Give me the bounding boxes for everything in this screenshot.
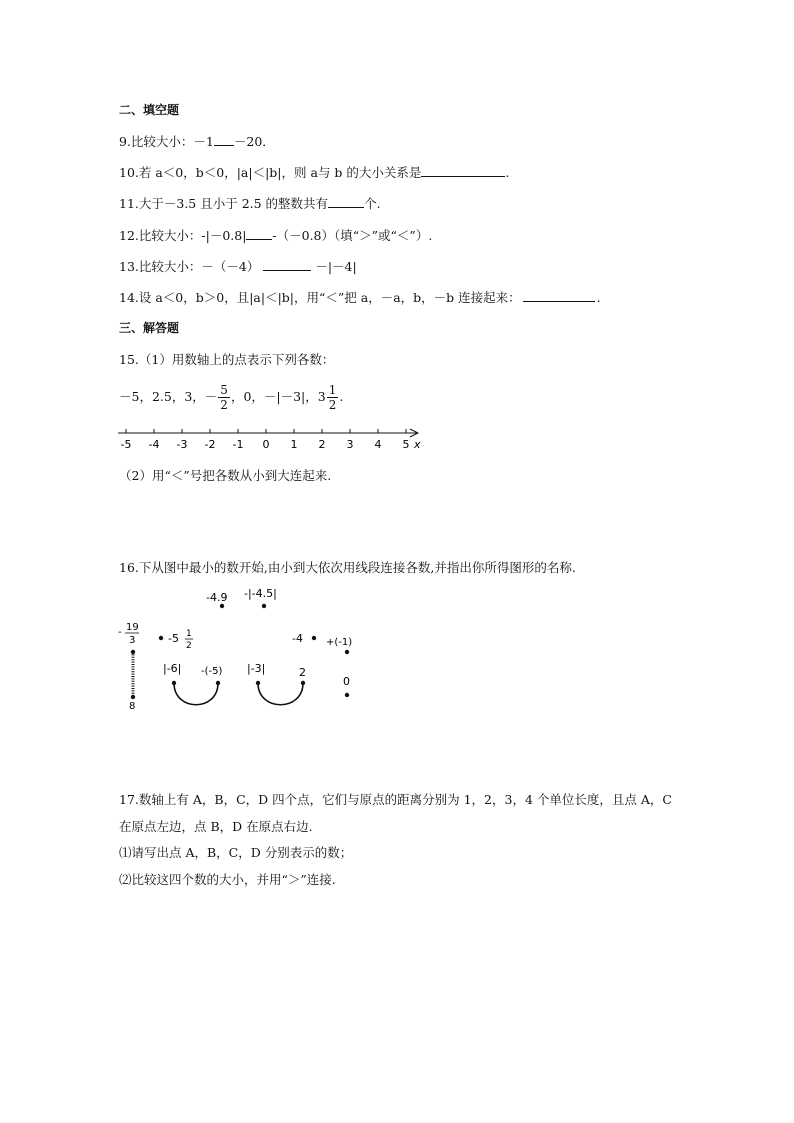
q11-text-before: 11.大于－3.5 且小于 2.5 的整数共有: [119, 196, 329, 211]
label-8: 8: [129, 701, 136, 712]
q15-numbers-c: .: [339, 389, 344, 404]
q15-part2: （2）用“＜”号把各数从小到大连起来.: [119, 468, 332, 483]
q10-text-after: .: [505, 165, 510, 180]
label-neg-4: -4: [292, 632, 303, 645]
q11-text-after: 个.: [364, 196, 381, 211]
q10-text-before: 10.若 a＜0，b＜0，|a|＜|b|，则 a与 b 的大小关系是: [119, 165, 422, 180]
q16-text: 16.下从图中最小的数开始,由小到大依次用线段连接各数,并指出你所得图形的名称.: [119, 560, 576, 575]
number-line-tick-label: -4: [148, 438, 160, 451]
point-neg-abs-4-5: [262, 604, 266, 608]
label-mixed-numerator: 1: [186, 629, 192, 639]
label-frac-3-denominator: 3: [129, 635, 136, 646]
q17-line4: ⑵比较这四个数的大小，并用“＞”连接.: [119, 872, 336, 887]
number-line-tick-label: 4: [374, 438, 382, 451]
number-line-tick-label: -1: [232, 438, 244, 451]
label-plus-neg-1: +(-1): [326, 637, 353, 648]
number-line-tick-label: 5: [402, 438, 410, 451]
q17-line3: ⑴请写出点 A，B，C，D 分别表示的数；: [119, 845, 353, 860]
point-neg-4: [312, 636, 316, 640]
fraction-denominator: 2: [328, 398, 337, 412]
number-line-tick-label: 0: [262, 438, 270, 451]
arc-connector-right: [258, 683, 303, 705]
q13-text-before: 13.比较大小：－（－4）: [119, 259, 260, 274]
number-line-tick-label: 1: [290, 438, 298, 451]
q12-text-after: -（－0.8）（填“＞”或“＜”）.: [272, 228, 433, 243]
q15-part1: 15.（1）用数轴上的点表示下列各数：: [119, 352, 335, 367]
label-frac-sign: -: [118, 627, 122, 638]
label-neg-5: -5: [168, 632, 179, 645]
point-0: [345, 693, 349, 697]
q13-text-after: －|－4|: [315, 259, 357, 274]
q17-line1: 17.数轴上有 A，B，C，D 四个点，它们与原点的距离分别为 1，2，3，4 个单位长度，且点 A，C: [119, 792, 672, 807]
number-line-tick-label: 3: [346, 438, 354, 451]
fraction-denominator: 2: [220, 398, 228, 412]
number-line-tick-label: -3: [176, 438, 188, 451]
q15-numbers-b: ，0，－|－3|，3: [230, 389, 326, 404]
label-abs-neg-6: |-6|: [163, 662, 182, 675]
q12-text-before: 12.比较大小：-|－0.8|: [119, 228, 247, 243]
label-neg-4-9: -4.9: [206, 591, 228, 604]
point-plus-neg-1: [345, 650, 349, 654]
section-heading-fill-in: 二、填空题: [119, 103, 180, 117]
point-neg-5-and-half: [159, 636, 163, 640]
number-line-tick-label: 2: [318, 438, 326, 451]
q9-text-after: －20．: [233, 134, 275, 149]
label-mixed-denominator: 2: [186, 641, 192, 651]
arc-connector-left: [174, 683, 218, 705]
q14-text-before: 14.设 a＜0，b＞0，且|a|＜|b|，用“＜”把 a，－a，b，－b 连接起来：: [119, 290, 521, 305]
number-line-tick-label: -5: [120, 438, 132, 451]
label-abs-neg-3: |-3|: [247, 662, 266, 675]
number-line-x-label: x: [414, 438, 421, 451]
label-neg-neg-5: -(-5): [201, 666, 223, 677]
q17-line2: 在原点左边，点 B，D 在原点右边.: [119, 819, 313, 834]
fraction-numerator: 1: [328, 383, 337, 397]
label-0: 0: [343, 675, 350, 688]
label-neg-abs-4-5: -|-4.5|: [244, 587, 277, 600]
q15-numbers-a: －5，2.5，3，－: [119, 389, 218, 404]
q9-text-before: 9.比较大小：－1: [119, 134, 214, 149]
q14-text-after: .: [596, 290, 601, 305]
point-8: [131, 695, 135, 699]
label-2: 2: [299, 666, 306, 679]
section-heading-answer: 三、解答题: [119, 321, 180, 335]
point-neg-4-9: [220, 604, 224, 608]
fraction-numerator: 5: [220, 383, 228, 397]
label-frac-19-numerator: 19: [126, 622, 139, 633]
number-line-tick-label: -2: [204, 438, 216, 451]
